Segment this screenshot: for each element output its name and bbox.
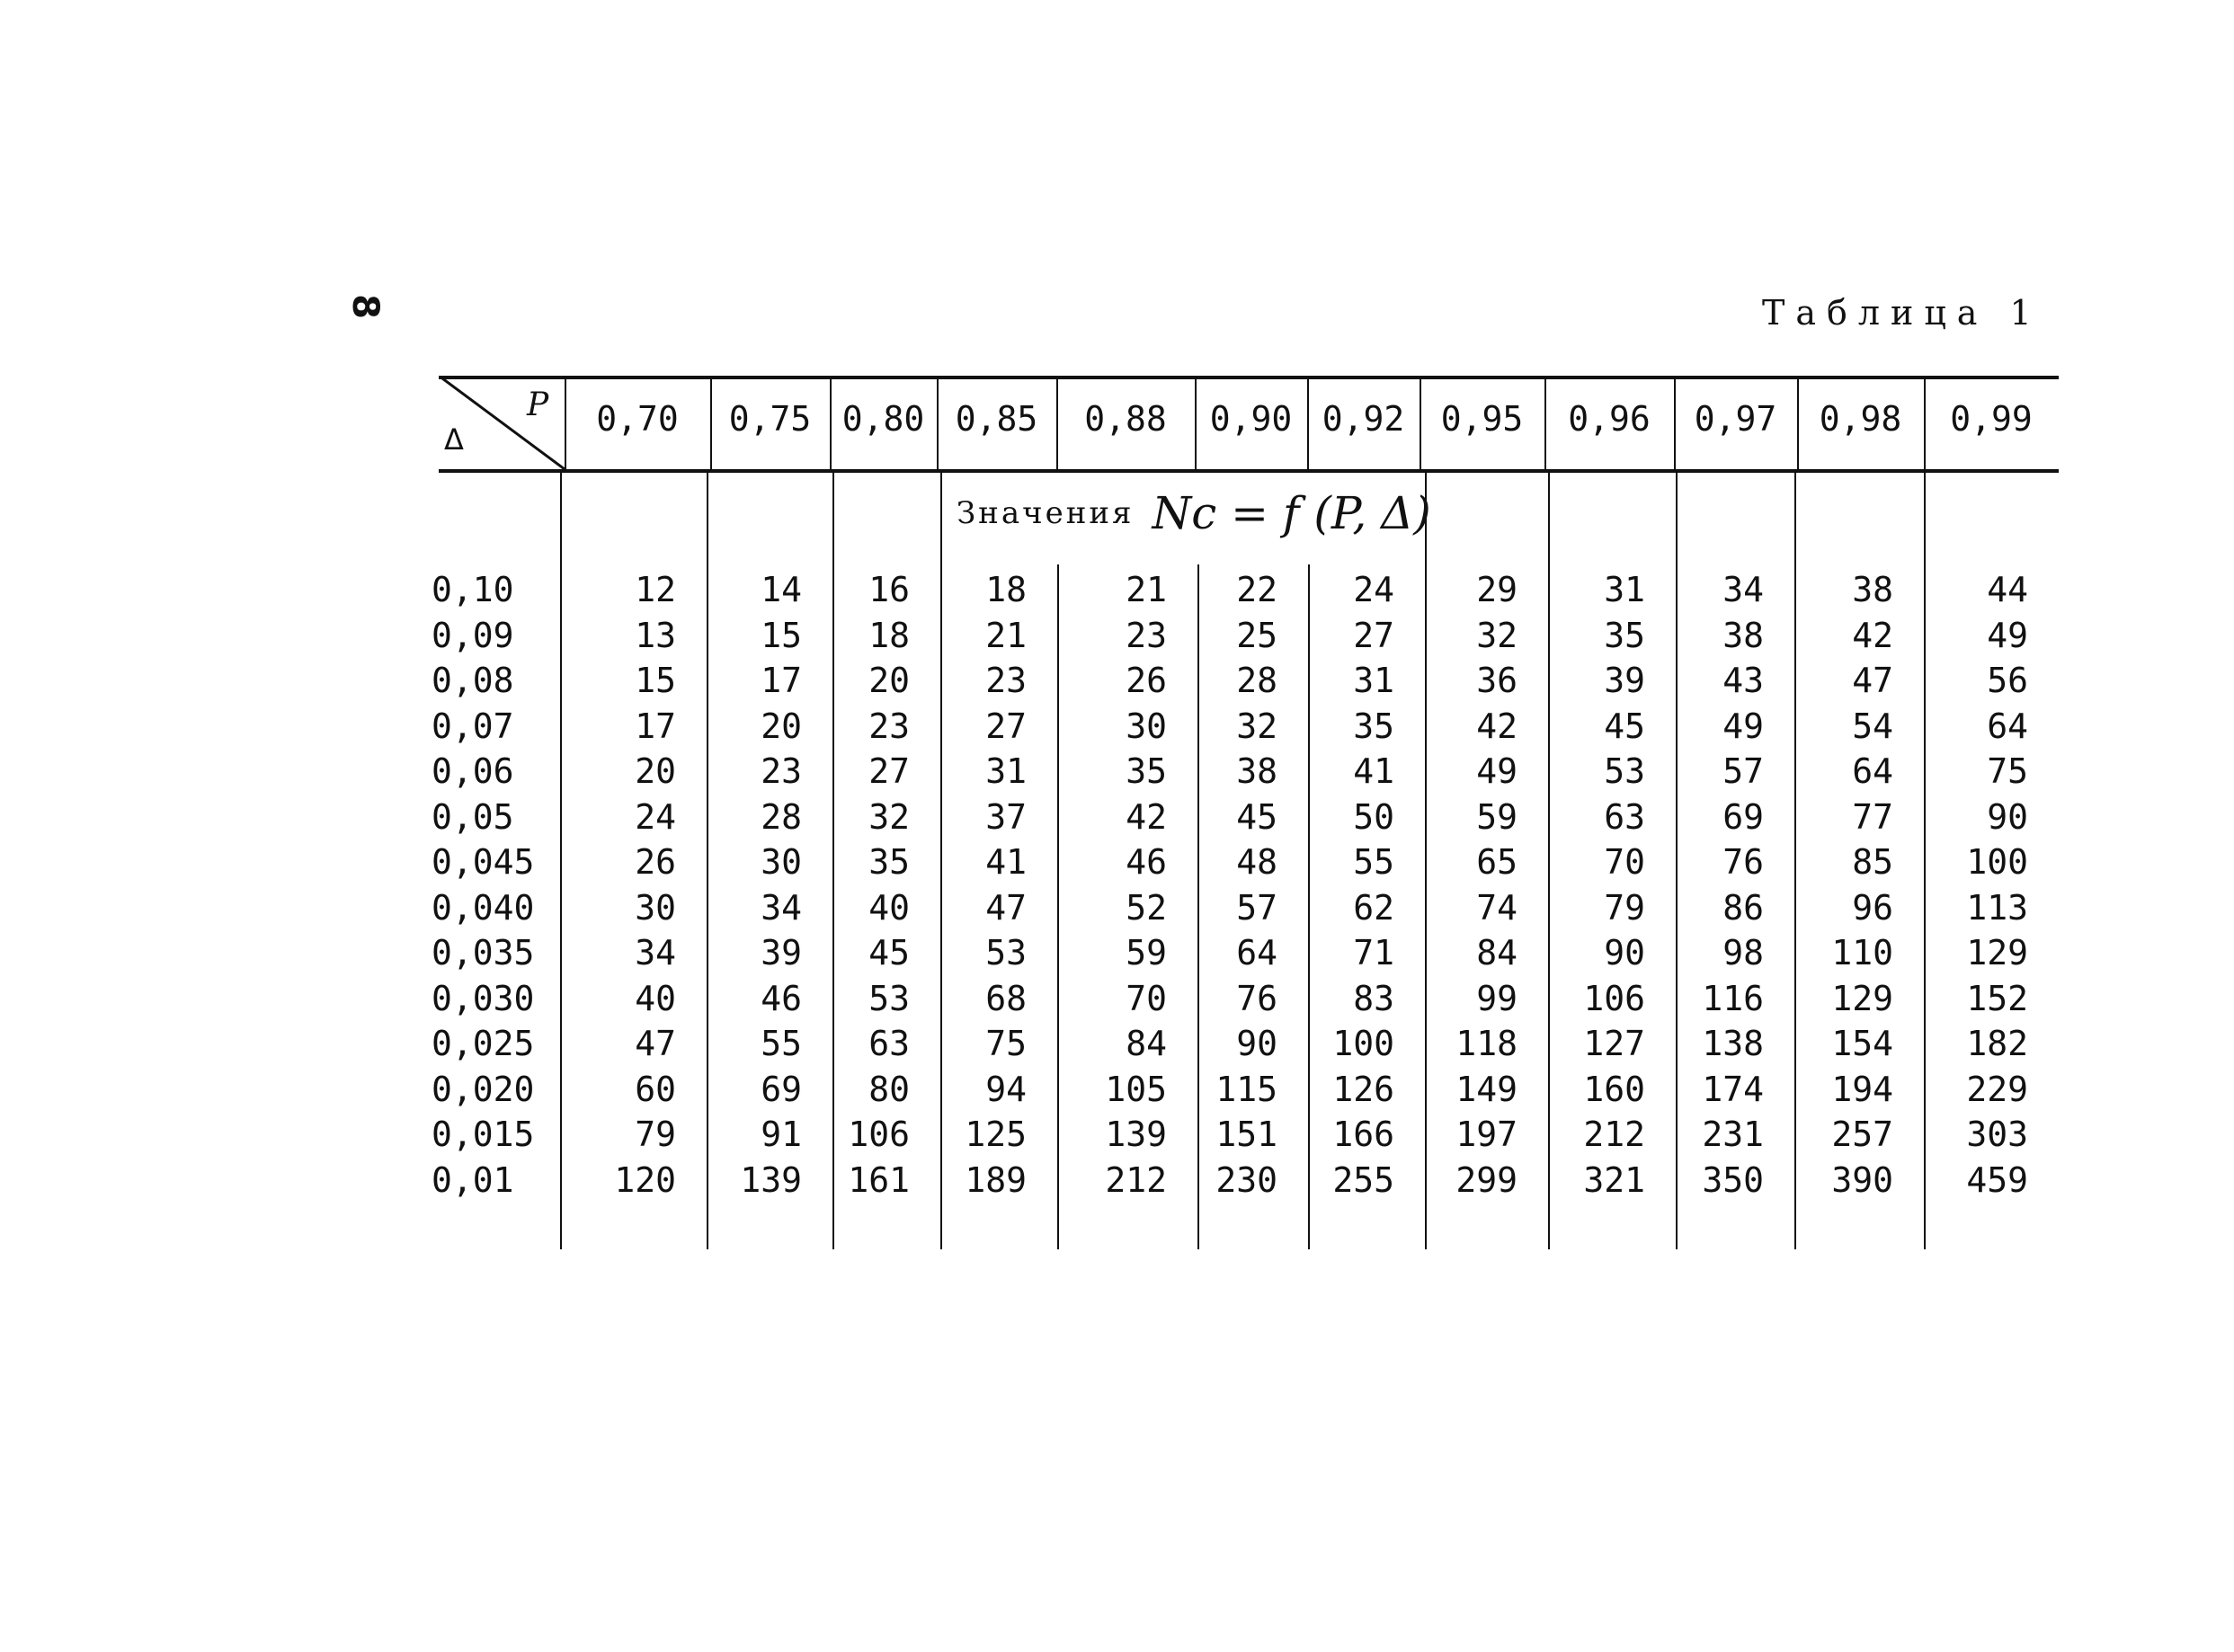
table-cell: 46 [1126,842,1167,882]
body-column-divider [1548,473,1550,1249]
table-cell: 47 [635,1024,676,1063]
table-cell: 85 [1852,842,1893,882]
row-label-delta: 0,040 [432,887,535,928]
table-cell: 105 [1105,1069,1167,1109]
row-label-delta: 0,09 [432,615,514,655]
table-cell: 100 [1332,1024,1394,1063]
table-cell: 149 [1455,1069,1518,1109]
table-cell: 154 [1831,1024,1893,1063]
table-cell: 75 [1987,751,2028,791]
row-label-delta: 0,015 [432,1115,535,1154]
table-cell: 71 [1353,933,1394,973]
column-header: 0,75 [728,399,812,439]
table-cell: 151 [1215,1115,1277,1154]
table-cell: 303 [1966,1115,2028,1154]
table-cell: 40 [635,978,676,1018]
header-column-divider [1195,377,1197,469]
table-cell: 459 [1966,1159,2028,1200]
column-header: 0,70 [596,399,679,439]
table-cell: 64 [1987,706,2028,746]
table-cell: 47 [1852,661,1893,700]
table-cell: 76 [1236,978,1277,1018]
table-cell: 139 [1105,1115,1167,1154]
table-cell: 41 [985,842,1027,882]
table-cell: 63 [1604,796,1645,837]
table-cell: 12 [635,570,676,609]
column-header: 0,95 [1440,399,1524,439]
table-cell: 77 [1852,796,1893,837]
table-cell: 20 [761,706,802,746]
table-cell: 47 [985,887,1027,928]
data-table [432,376,2059,1257]
header-column-divider [1544,377,1546,469]
subtitle-text: Значения [957,495,1135,531]
table-cell: 86 [1722,887,1764,928]
table-cell: 321 [1583,1159,1645,1200]
row-label-delta: 0,020 [432,1069,535,1109]
table-cell: 31 [1353,661,1394,700]
table-cell: 106 [1583,978,1645,1018]
table-cell: 37 [985,796,1027,837]
table-cell: 94 [985,1069,1027,1109]
table-cell: 100 [1966,842,2028,882]
table-cell: 26 [1126,661,1167,700]
table-cell: 28 [1236,661,1277,700]
row-label-delta: 0,035 [432,933,535,973]
table-cell: 96 [1852,887,1893,928]
table-cell: 255 [1332,1159,1394,1200]
body-column-divider [707,473,708,1249]
table-cell: 83 [1353,978,1394,1018]
table-cell: 110 [1831,933,1893,973]
table-cell: 229 [1966,1069,2028,1109]
body-column-divider [1057,564,1059,1249]
table-cell: 32 [1476,615,1518,655]
table-cell: 34 [1722,570,1764,609]
table-cell: 35 [1126,751,1167,791]
table-cell: 42 [1476,706,1518,746]
column-header: 0,85 [955,399,1038,439]
table-cell: 70 [1126,978,1167,1018]
table-cell: 52 [1126,887,1167,928]
table-cell: 28 [761,796,802,837]
corner-label-p: P [527,386,549,423]
table-cell: 32 [868,796,910,837]
body-column-divider [1924,473,1926,1249]
table-cell: 160 [1583,1069,1645,1109]
table-cell: 20 [635,751,676,791]
table-cell: 29 [1476,570,1518,609]
table-cell: 90 [1987,796,2028,837]
table-cell: 23 [985,661,1027,700]
table-cell: 35 [1353,706,1394,746]
table-cell: 350 [1702,1159,1764,1200]
table-cell: 18 [868,615,910,655]
table-cell: 39 [1604,661,1645,700]
row-label-delta: 0,08 [432,661,514,700]
body-column-divider [832,473,834,1249]
table-cell: 152 [1966,978,2028,1018]
table-cell: 57 [1722,751,1764,791]
header-bottom-rule [439,469,2059,473]
table-cell: 23 [1126,615,1167,655]
table-cell: 212 [1583,1115,1645,1154]
table-cell: 257 [1831,1115,1893,1154]
table-cell: 49 [1476,751,1518,791]
table-cell: 194 [1831,1069,1893,1109]
table-cell: 22 [1236,570,1277,609]
table-cell: 25 [1236,615,1277,655]
header-column-divider [1797,377,1799,469]
corner-label-delta: Δ [444,422,464,457]
table-cell: 56 [1987,661,2028,700]
table-cell: 64 [1852,751,1893,791]
body-column-divider [1676,473,1678,1249]
header-column-divider [1674,377,1676,469]
column-header: 0,99 [1950,399,2033,439]
table-cell: 49 [1722,706,1764,746]
table-cell: 80 [868,1069,910,1109]
row-label-delta: 0,030 [432,978,535,1018]
row-label-delta: 0,07 [432,706,514,746]
header-column-divider [1307,377,1309,469]
table-cell: 15 [635,661,676,700]
table-cell: 17 [635,706,676,746]
table-cell: 197 [1455,1115,1518,1154]
row-label-delta: 0,10 [432,570,514,609]
table-cell: 106 [848,1115,910,1154]
table-cell: 24 [635,796,676,837]
table-cell: 30 [635,887,676,928]
table-cell: 43 [1722,661,1764,700]
header-column-divider [1056,377,1058,469]
header-column-divider [565,377,566,469]
table-cell: 138 [1702,1024,1764,1063]
column-header: 0,88 [1084,399,1167,439]
table-cell: 62 [1353,887,1394,928]
header-column-divider [710,377,712,469]
header-column-divider [1924,377,1926,469]
table-cell: 299 [1455,1159,1518,1200]
row-label-delta: 0,05 [432,796,514,837]
table-cell: 230 [1215,1159,1277,1200]
table-cell: 59 [1476,796,1518,837]
table-cell: 91 [761,1115,802,1154]
table-cell: 21 [1126,570,1167,609]
row-label-delta: 0,01 [432,1159,514,1200]
table-cell: 120 [614,1159,676,1200]
table-cell: 38 [1236,751,1277,791]
table-cell: 53 [868,978,910,1018]
table-cell: 31 [1604,570,1645,609]
table-cell: 35 [868,842,910,882]
table-cell: 90 [1236,1024,1277,1063]
table-cell: 45 [1236,796,1277,837]
table-cell: 45 [868,933,910,973]
table-cell: 116 [1702,978,1764,1018]
table-cell: 45 [1604,706,1645,746]
row-label-delta: 0,06 [432,751,514,791]
table-cell: 13 [635,615,676,655]
subtitle-formula: Nc = f (P, Δ) [1152,487,1431,539]
table-cell: 57 [1236,887,1277,928]
table-cell: 50 [1353,796,1394,837]
table-cell: 129 [1831,978,1893,1018]
body-column-divider [1794,473,1796,1249]
table-cell: 189 [965,1159,1027,1200]
table-cell: 23 [868,706,910,746]
table-cell: 38 [1722,615,1764,655]
table-cell: 27 [985,706,1027,746]
table-cell: 16 [868,570,910,609]
column-header: 0,92 [1322,399,1405,439]
table-cell: 79 [1604,887,1645,928]
table-cell: 182 [1966,1024,2028,1063]
column-header: 0,80 [841,399,925,439]
table-cell: 68 [985,978,1027,1018]
table-cell: 115 [1215,1069,1277,1109]
table-cell: 39 [761,933,802,973]
table-cell: 76 [1722,842,1764,882]
table-caption: Таблица 1 [1762,293,2043,333]
table-cell: 40 [868,887,910,928]
table-cell: 60 [635,1069,676,1109]
table-cell: 74 [1476,887,1518,928]
table-cell: 32 [1236,706,1277,746]
table-cell: 99 [1476,978,1518,1018]
table-cell: 212 [1105,1159,1167,1200]
table-cell: 26 [635,842,676,882]
table-cell: 30 [1126,706,1167,746]
table-cell: 63 [868,1024,910,1063]
table-cell: 98 [1722,933,1764,973]
table-cell: 75 [985,1024,1027,1063]
table-cell: 84 [1126,1024,1167,1063]
column-header: 0,96 [1568,399,1651,439]
table-cell: 49 [1987,615,2028,655]
body-column-divider [940,473,942,1249]
table-cell: 118 [1455,1024,1518,1063]
column-header: 0,90 [1209,399,1293,439]
table-cell: 125 [965,1115,1027,1154]
table-cell: 34 [635,933,676,973]
corner-cell [439,376,565,469]
body-column-divider [1197,564,1199,1249]
table-cell: 14 [761,570,802,609]
row-label-delta: 0,025 [432,1024,535,1063]
table-cell: 166 [1332,1115,1394,1154]
table-cell: 42 [1126,796,1167,837]
table-cell: 27 [1353,615,1394,655]
table-cell: 113 [1966,887,2028,928]
table-cell: 70 [1604,842,1645,882]
table-cell: 41 [1353,751,1394,791]
table-top-rule [439,376,2059,379]
table-cell: 15 [761,615,802,655]
table-cell: 84 [1476,933,1518,973]
table-cell: 20 [868,661,910,700]
table-cell: 129 [1966,933,2028,973]
table-cell: 69 [761,1069,802,1109]
table-cell: 55 [1353,842,1394,882]
table-cell: 390 [1831,1159,1893,1200]
table-cell: 127 [1583,1024,1645,1063]
table-cell: 53 [985,933,1027,973]
body-column-divider [560,473,562,1249]
table-cell: 90 [1604,933,1645,973]
table-cell: 54 [1852,706,1893,746]
table-cell: 36 [1476,661,1518,700]
table-cell: 24 [1353,570,1394,609]
table-cell: 21 [985,615,1027,655]
table-cell: 139 [740,1159,802,1200]
row-label-delta: 0,045 [432,842,535,882]
column-header: 0,98 [1819,399,1902,439]
table-cell: 161 [848,1159,910,1200]
table-cell: 42 [1852,615,1893,655]
table-cell: 30 [761,842,802,882]
table-cell: 231 [1702,1115,1764,1154]
table-cell: 23 [761,751,802,791]
table-cell: 174 [1702,1069,1764,1109]
column-header: 0,97 [1694,399,1777,439]
table-cell: 27 [868,751,910,791]
table-cell: 55 [761,1024,802,1063]
body-column-divider [1308,564,1310,1249]
header-column-divider [1420,377,1421,469]
table-cell: 64 [1236,933,1277,973]
table-cell: 31 [985,751,1027,791]
table-cell: 44 [1987,570,2028,609]
table-cell: 35 [1604,615,1645,655]
page-number: 8 [343,294,386,319]
table-cell: 126 [1332,1069,1394,1109]
table-cell: 53 [1604,751,1645,791]
table-cell: 46 [761,978,802,1018]
table-cell: 65 [1476,842,1518,882]
header-column-divider [830,377,832,469]
header-column-divider [937,377,939,469]
table-cell: 38 [1852,570,1893,609]
table-cell: 48 [1236,842,1277,882]
table-subtitle [957,482,1431,545]
table-cell: 69 [1722,796,1764,837]
table-cell: 79 [635,1115,676,1154]
table-cell: 59 [1126,933,1167,973]
body-column-divider [1425,473,1427,1249]
table-cell: 34 [761,887,802,928]
table-cell: 18 [985,570,1027,609]
table-cell: 17 [761,661,802,700]
